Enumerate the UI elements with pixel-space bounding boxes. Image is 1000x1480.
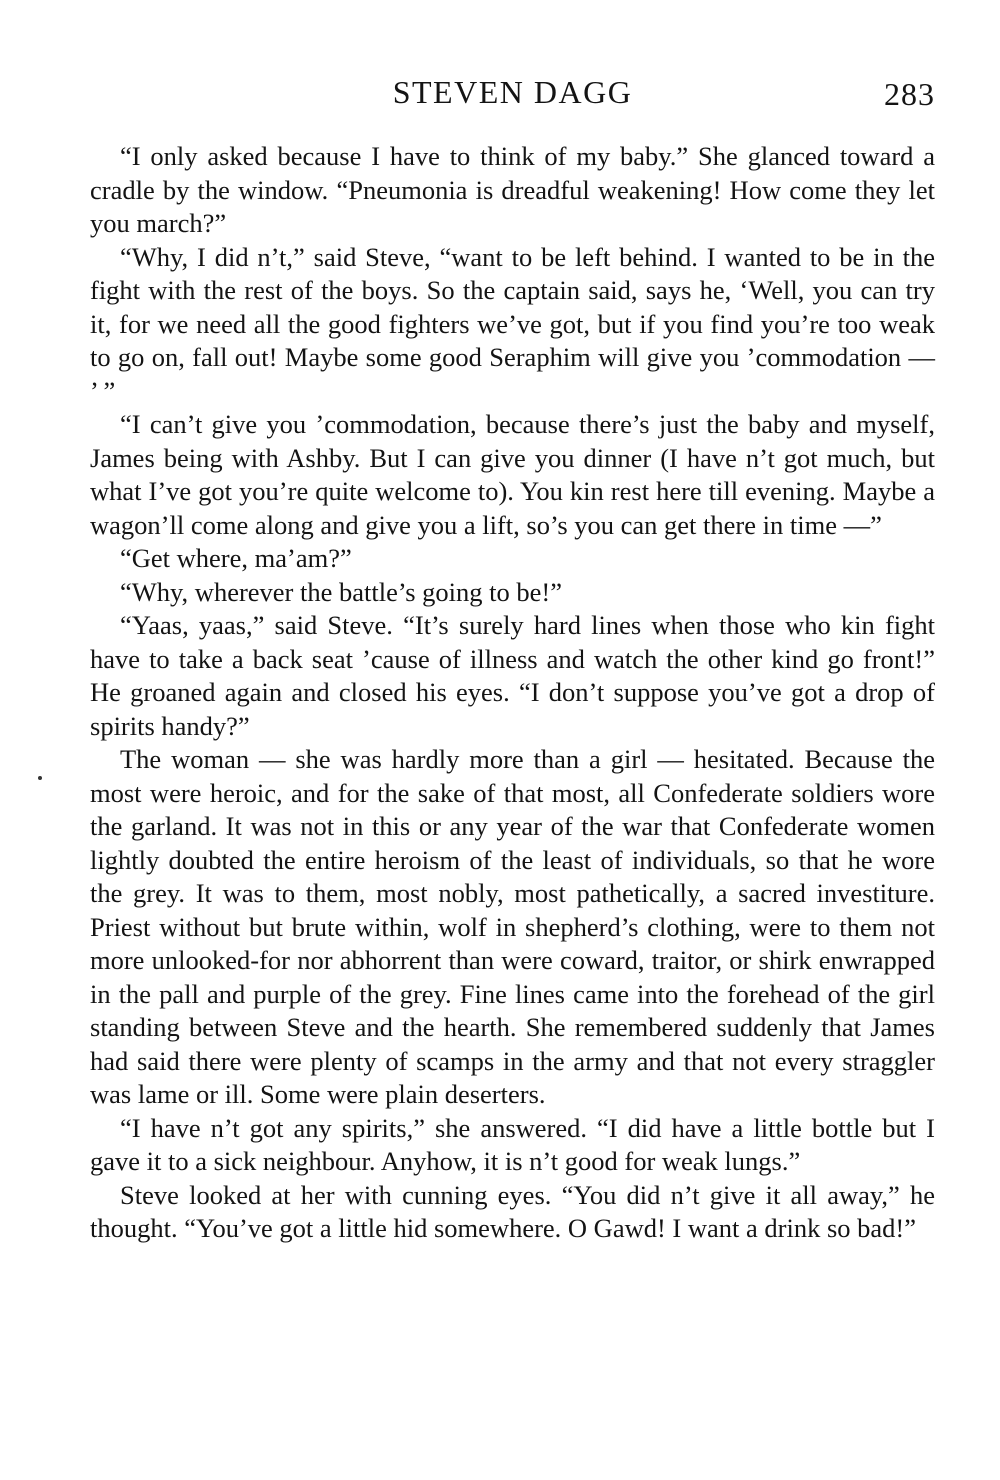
- paragraph-1: “I only asked because I have to think of my baby.” She glanced toward a cradle by the window. “Pneumonia is dreadful weakening! How come they let you march?”: [90, 141, 935, 238]
- page-number: 283: [884, 76, 935, 112]
- paragraph-3: “I can’t give you ’commodation, because there’s just the baby and myself, James being with Ashby. But I can give you dinner (I have n’t got much, but what I’ve got you’re quite welcome to). You kin rest here till evening. Maybe a wagon’ll come along and give you a lift, so’s you can get there in time —”: [90, 409, 935, 540]
- paragraph-8: “I have n’t got any spirits,” she answered. “I did have a little bottle but I gave it to a sick neighbour. Anyhow, it is n’t good for weak lungs.”: [90, 1112, 935, 1176]
- body-text: [90, 140, 935, 1246]
- paragraph-2: “Why, I did n’t,” said Steve, “want to be left behind. I wanted to be in the fight with the rest of the boys. So the captain said, says he, ‘Well, you can try it, for we need all the good fighters we’ve got, but if you find you’re too weak to go on, fall out! Maybe some good Seraphim will give you ’commodation — ’ ”: [90, 241, 935, 406]
- book-page: [90, 0, 935, 1480]
- ink-speck: [38, 776, 42, 780]
- paragraph-6: “Yaas, yaas,” said Steve. “It’s surely hard lines when those who kin fight have to take a back seat ’cause of illness and watch the other kind go front!” He groaned again and closed his eyes. “I don’t suppose you’ve got a drop of spirits handy?”: [90, 610, 935, 741]
- paragraph-5: “Why, wherever the battle’s going to be!”: [120, 576, 562, 607]
- paragraph-7: The woman — she was hardly more than a girl — hesitated. Because the most were heroic, and for the sake of that most, all Confederate soldiers wore the garland. It was not in this or any year of the war that Confederate women lightly doubted the entire heroism of the least of individuals, so that he wore the grey. It was to them, most nobly, most pathetically, a sacred investiture. Priest without but brute within, wolf in shepherd’s clothing, were to them not more unlooked-for nor abhorrent than were coward, traitor, or shirk enwrapped in the pall and purple of the grey. Fine lines came into the forehead of the girl standing between Steve and the hearth. She remembered suddenly that James had said there were plenty of scamps in the army and that not every straggler was lame or ill. Some were plain deserters.: [90, 744, 935, 1109]
- paragraph-9: Steve looked at her with cunning eyes. “You did n’t give it all away,” he thought. “You’ve got a little hid somewhere. O Gawd! I want a drink so bad!”: [90, 1179, 935, 1243]
- paragraph-4: “Get where, ma’am?”: [120, 543, 352, 573]
- page-header: [90, 72, 935, 116]
- running-title: STEVEN DAGG: [392, 74, 633, 110]
